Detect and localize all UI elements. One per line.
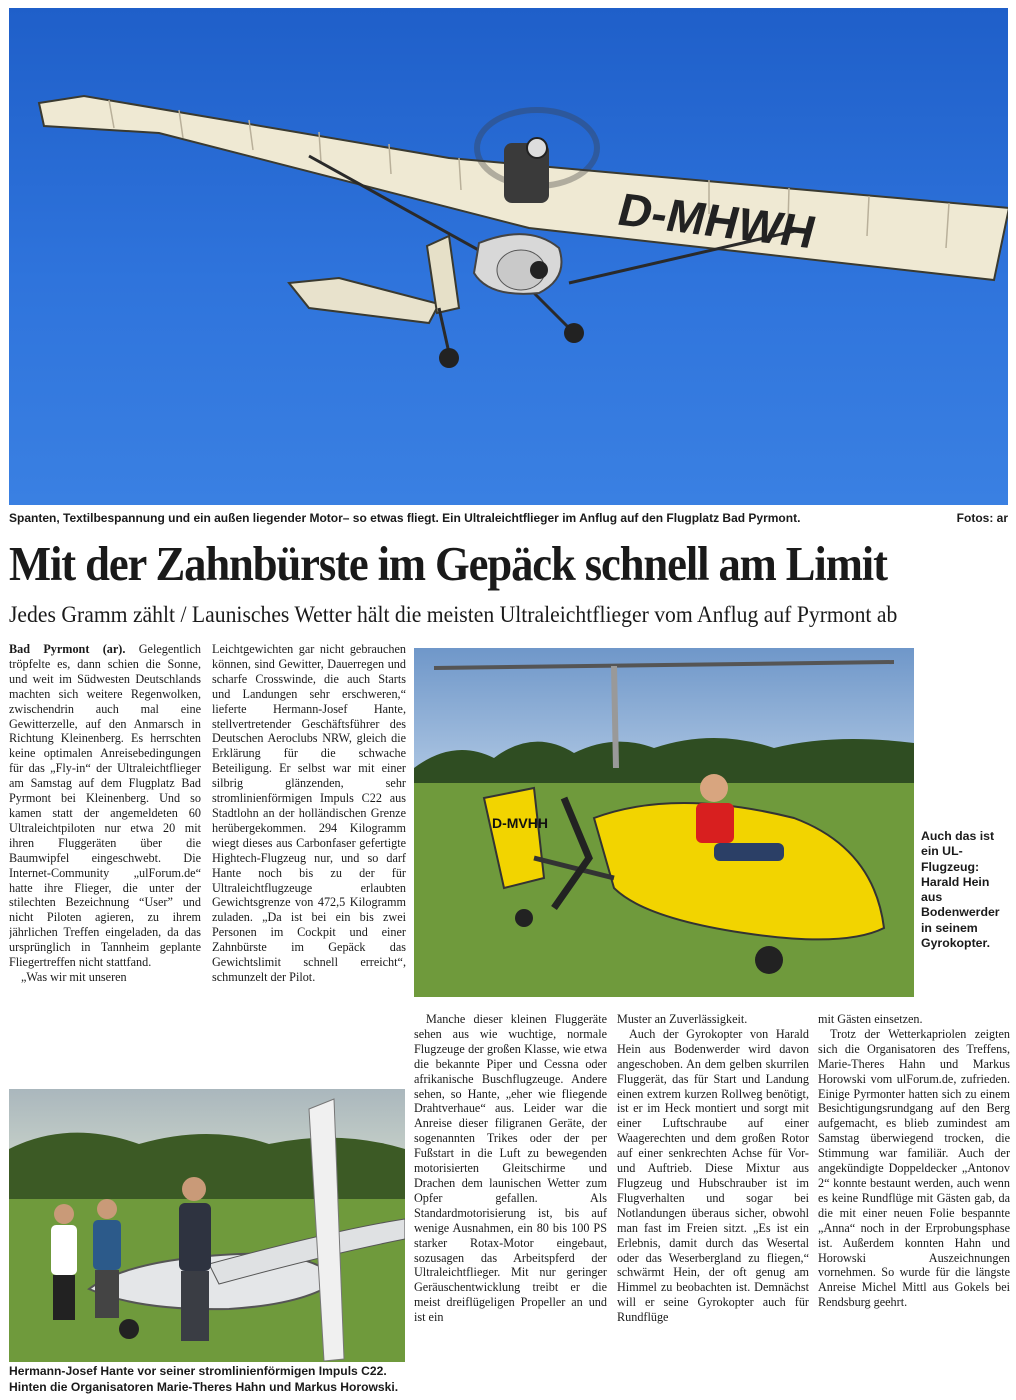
gyrocopter-photo xyxy=(414,648,914,997)
subheadline: Jedes Gramm zählt / Launisches Wetter hält die meisten Ultraleichtflieger vom Anflug auf Pyrmont ab xyxy=(9,602,898,628)
article-text-col5-p1: mit Gästen einsetzen. xyxy=(818,1012,923,1026)
article-text-col3: Manche dieser kleinen Fluggeräte sehen aus wie wuchtige, normale Flugzeuge der großen Klasse, wie etwa die bekannte Piper und Cessna oder afrikanische Buschflugzeuge. Andere sehen, so Hante, „eher wie fliegende Drahtverhaue“ aus. Leider war die Anreise dieser filigranen Geräte, der sogenannten Trikes oder der per Fußstart in die Luft zu bewegenden motorisierten Gleitschirme und Drachen dem launischen Wetter zum Opfer gefallen. Als Standardmotorisierung ist, bis auf wenige Ausnahmen, ein 80 bis 100 PS starker Rotax-Motor eingebaut, sozusagen das Arbeitspferd der Ultraleichtflieger. Mit nur geringer Geräuschentwicklung treibt er die meist dreiflügeligen Propeller an und ist ein xyxy=(414,1012,607,1325)
article-column-2 xyxy=(212,642,406,1078)
article-text-col4-p1: Muster an Zuverlässigkeit. xyxy=(617,1012,748,1026)
article-text-col1: Gelegentlich tröpfelte es, dann schien die Sonne, und weit im Südwesten Deutschlands machten sich weitere Regenwolken, zwischendrin auch mal eine Gewitterzelle, auf den Anmarsch in Richtung Kleinenberg. Es herrschten keine optimalen Anreisebedingungen für das „Fly-in“ der Ultraleichtflieger am Samstag auf dem Flugplatz Bad Pyrmont bei Kleinenberg. Und so kamen statt der angemeldeten 60 Ultraleichtpiloten nur etwa 20 mit ihren Fluggeräten über die Baumwipfel eingeschwebt. Die Internet-Community „ulForum.de“ hatte ihre Flieger, die unter der stilechten Bezeichnung “User” und nicht Piloten agieren, zu ihrem jährlichen Treffen eingeladen, da das ursprünglich in Tannheim geplante Fliegertreffen nicht stattfand. xyxy=(9,642,201,970)
article-column-4 xyxy=(617,1012,809,1396)
pilot-shirt xyxy=(696,803,734,843)
tailplane xyxy=(289,278,439,323)
ultralight-aircraft-illustration xyxy=(9,8,1008,505)
gyrocopter-illustration xyxy=(414,648,914,997)
propeller-hub xyxy=(527,138,547,158)
wheel xyxy=(564,323,584,343)
wheel xyxy=(515,909,533,927)
article-text-col2: Leichtgewichten gar nicht gebrauchen können, sind Gewitter, Dauerregen und scharfe Crosswinde, die auch Starts und Landungen sehr erschweren,“ lieferte Hermann-Josef Hante, stellvertretender Geschäftsführer des Deutschen Aeroclubs NRW, gleich die Erklärung für die schwache Beteiligung. Er selbst war mit einer silbrig glänzenden, sehr stromlinienförmigen Impuls C22 aus Stadtlohn an der holländischen Grenze herübergekommen. 294 Kilogramm wiegt dieses aus Carbonfaser gefertigte Hightech-Flugzeug nur, und so darf Hante noch bis zu der für Ultraleichtflugzeuge erlaubten Gewichtsgrenze von 472,5 Kilogramm zuladen. „Da ist bei ein bis zwei Personen im Cockpit und einer Zahnbürste im Gepäck das Gewichtslimit schnell erreicht“, schmunzelt der Pilot. xyxy=(212,642,406,984)
headline: Mit der Zahnbürste im Gepäck schnell am Limit xyxy=(9,538,887,591)
article-text-col5-p2: Trotz der Wetterkapriolen zeigten sich die Organisatoren des Treffens, Marie-Theres Hahn und Markus Horowski vom ulForum.de, zufrieden. Einige Pyrmonter hatten sich zu einem Besichtigungsrundgang auf den Berg aufgemacht, es blieb zumindest am Samstag überwiegend trocken, die Stimmung war familiär. Auch der angekündigte Doppeldecker „Antonov 2“ konnte bestaunt werden, auch wenn es keine Rundflüge mit Gästen gab, da die mit einer neuen Folie bespannte „Anna“ noch in der Erprobungsphase ist. Außerdem konnten Hahn und Horowski Auszeichnungen vornehmen. So wurde für die längste Anreise Michel Mittl aus Gokels bei Rendsburg geehrt. xyxy=(818,1026,1010,1310)
wheel xyxy=(755,946,783,974)
impuls-caption-line2: Hinten die Organisatoren Marie-Theres Hahn und Markus Horowski. xyxy=(9,1380,399,1394)
dateline: Bad Pyrmont (ar). xyxy=(9,642,126,656)
article-column-1 xyxy=(9,642,201,1078)
impuls-caption xyxy=(9,1363,409,1395)
top-photo xyxy=(9,8,1008,505)
photo-credit: Fotos: ar xyxy=(956,511,1008,525)
impuls-photo xyxy=(9,1089,405,1362)
wheel xyxy=(439,348,459,368)
impuls-illustration xyxy=(9,1089,405,1362)
article-text-col1-p2: „Was wir mit unseren xyxy=(21,969,127,984)
article-column-5 xyxy=(818,1012,1010,1396)
gyrocopter-caption: Auch das ist ein UL-Flugzeug: Harald Hein aus Bodenwerder in seinem Gyrokopter. xyxy=(921,829,1000,951)
article-column-3 xyxy=(414,1012,607,1396)
wheel xyxy=(530,261,548,279)
top-photo-caption: Spanten, Textilbespannung und ein außen liegender Motor– so etwas fliegt. Ein Ultraleichtflieger im Anflug auf den Flugplatz Bad Pyrmont. xyxy=(9,511,801,525)
wheel xyxy=(119,1319,139,1339)
impuls-caption-line1: Hermann-Josef Hante vor seiner stromlinienförmigen Impuls C22. xyxy=(9,1364,387,1378)
pilot-head xyxy=(700,774,728,802)
gyro-registration: D-MVHH xyxy=(492,815,548,831)
article-text-col4-p2: Auch der Gyrokopter von Harald Hein aus Bodenwerder wird davon angeschoben. An dem gelben skurrilen Fluggerät, das für Start und Landung einen extrem kurzen Rollweg benötigt, ist er im Heck montiert und sorgt mit einer Luftschraube auf einer Waagerechten und dem großen Rotor auf einer senkrechten Achse für Vor- und Auftrieb. Diese Mixtur aus Flugzeug und Hubschrauber ist im Flugverhalten und sogar bei Notlandungen überaus sicher, obwohl man fast im Freien sitzt. „Es ist ein Erlebnis, damit durch das Wesertal oder das Weserbergland zu fliegen,“ schwärmt Hein, der oft genug am Himmel zu beobachten ist. Demnächst will er seine Gyrokopter auch für Rundflüge xyxy=(617,1026,809,1325)
registration-marking: D-MHWH xyxy=(612,183,822,258)
